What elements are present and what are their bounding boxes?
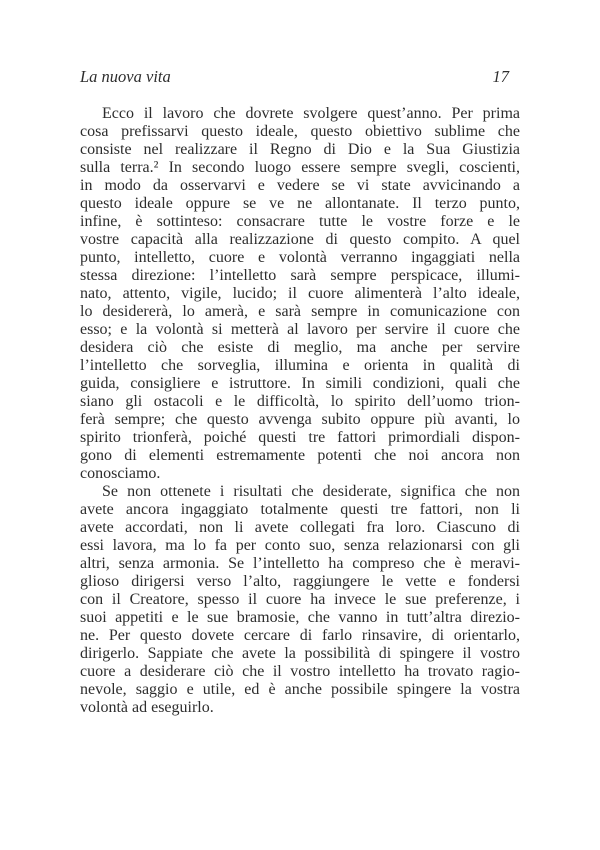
- text-line: in modo da osservarvi e vedere se vi state avvicinando a: [80, 177, 520, 194]
- text-line: lo desidererà, lo amerà, e sarà sempre in comunicazione con: [80, 303, 520, 320]
- text-line: spirito trionferà, poiché questi tre fattori primordiali dispon-: [80, 429, 520, 446]
- paragraph: [80, 105, 520, 483]
- text-line: con il Creatore, spesso il cuore ha invece le sue preferenze, i: [80, 591, 520, 608]
- text-line: guida, consigliere e istruttore. In simili condizioni, quali che: [80, 375, 520, 392]
- text-line: cosa prefissarvi questo ideale, questo obiettivo sublime che: [80, 123, 520, 140]
- text-column: [80, 105, 520, 717]
- page-header: [80, 68, 520, 86]
- text-line: essi lavora, ma lo fa per conto suo, senza relazionarsi con gli: [80, 537, 520, 554]
- text-line: desidera ciò che esiste di meglio, ma anche per servire: [80, 339, 520, 356]
- text-line: consiste nel realizzare il Regno di Dio e la Sua Giustizia: [80, 141, 520, 158]
- running-title: La nuova vita: [80, 67, 171, 86]
- text-line: infine, è sottinteso: consacrare tutte le vostre forze e le: [80, 213, 520, 230]
- text-line: stessa direzione: l’intelletto sarà sempre perspicace, illumi-: [80, 267, 520, 284]
- text-line: Ecco il lavoro che dovrete svolgere quest’anno. Per prima: [102, 105, 520, 122]
- text-line: dirigerlo. Sappiate che avete la possibilità di spingere il vostro: [80, 645, 520, 662]
- text-line: esso; e la volontà si metterà al lavoro per servire il cuore che: [80, 321, 520, 338]
- text-line: suoi appetiti e le sue bramosie, che vanno in tutt’altra direzio-: [80, 609, 520, 626]
- text-line: l’intelletto che sorveglia, illumina e orienta in qualità di: [80, 357, 520, 374]
- text-line: punto, intelletto, cuore e volontà verranno ingaggiati nella: [80, 249, 520, 266]
- text-line: conosciamo.: [80, 465, 161, 482]
- text-line: glioso dirigersi verso l’alto, raggiungere le vette e fondersi: [80, 573, 520, 590]
- text-line: avete ancora ingaggiato totalmente questi tre fattori, non li: [80, 501, 520, 518]
- text-line: nato, attento, vigile, lucido; il cuore alimenterà l’alto ideale,: [80, 285, 520, 302]
- text-line: nevole, saggio e utile, ed è anche possibile spingere la vostra: [80, 681, 520, 698]
- text-line: gono di elementi estremamente potenti che noi ancora non: [80, 447, 520, 464]
- text-line: siano gli ostacoli e le difficoltà, lo spirito dell’uomo trion-: [80, 393, 520, 410]
- text-line: vostre capacità alla realizzazione di questo compito. A quel: [80, 231, 520, 248]
- text-line: cuore a desiderare ciò che il vostro intelletto ha trovato ragio-: [80, 663, 520, 680]
- page-number: 17: [492, 67, 509, 86]
- text-line: Se non ottenete i risultati che desiderate, significa che non: [102, 483, 520, 500]
- text-line: questo ideale oppure se ve ne allontanate. Il terzo punto,: [80, 195, 520, 212]
- paragraph: [80, 483, 520, 717]
- text-line: volontà ad eseguirlo.: [80, 699, 214, 716]
- text-line: sulla terra.² In secondo luogo essere sempre svegli, coscienti,: [80, 159, 520, 176]
- text-line: ne. Per questo dovete cercare di farlo rinsavire, di orientarlo,: [80, 627, 520, 644]
- text-line: altri, senza armonia. Se l’intelletto ha compreso che è meravi-: [80, 555, 520, 572]
- text-line: ferà sempre; che questo avvenga subito oppure più avanti, lo: [80, 411, 520, 428]
- text-line: avete accordati, non li avete collegati fra loro. Ciascuno di: [80, 519, 520, 536]
